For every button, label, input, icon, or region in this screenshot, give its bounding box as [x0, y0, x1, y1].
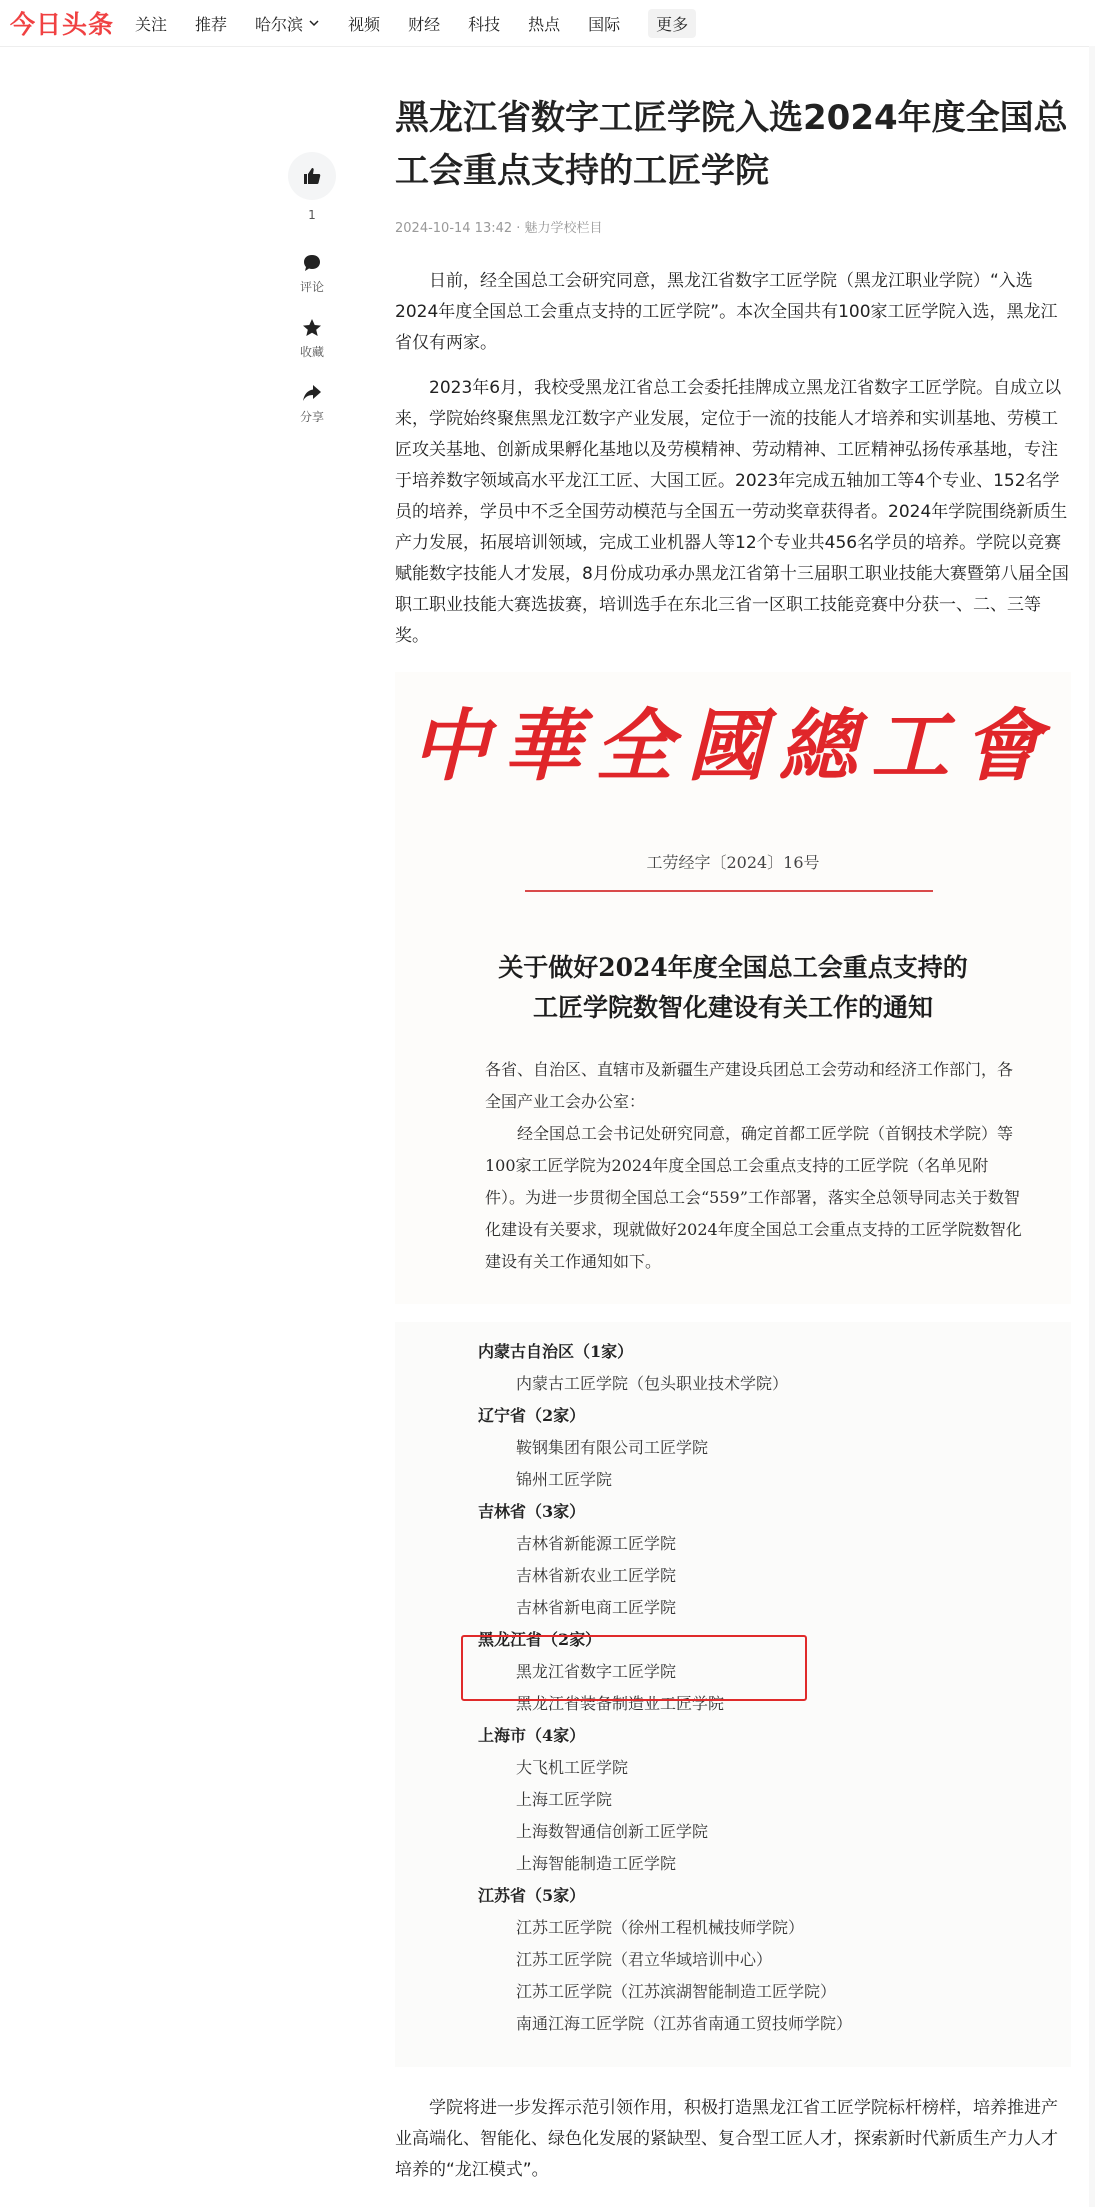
notice-document-image[interactable]: [395, 672, 1071, 1304]
province-heading: 吉林省（3家）: [478, 1502, 586, 1521]
nav-video-label: 视频: [348, 14, 381, 34]
toutiao-logo[interactable]: 今日头条: [10, 10, 115, 39]
school-item: 鞍钢集团有限公司工匠学院: [516, 1438, 709, 1457]
nav-recommend[interactable]: [195, 12, 227, 35]
notice-text: 经全国总工会书记处研究同意，确定首都工匠学院（首钢技术学院）等100家工匠学院为2024年度全国总工会重点支持的工匠学院（名单见附件）。为进一步贯彻全国总工会“559”工作部署，落实全总领导同志关于数智化建设有关要求，现就做好2024年度全国总工会重点支持的工匠学院数智化建设有关工作通知如下。: [485, 1124, 1022, 1271]
letterhead-divider: [525, 890, 933, 892]
nav-tech[interactable]: [468, 12, 500, 35]
school-item: 上海智能制造工匠学院: [516, 1854, 677, 1873]
province-heading: 上海市（4家）: [478, 1726, 586, 1745]
school-item: 江苏工匠学院（徐州工程机械技师学院）: [516, 1918, 805, 1937]
nav-city-label: 哈尔滨: [255, 14, 304, 34]
comment-button[interactable]: [288, 252, 336, 295]
school-item: 上海工匠学院: [516, 1790, 613, 1809]
nav-more-button[interactable]: [648, 9, 696, 38]
school-item: 江苏工匠学院（君立华域培训中心）: [516, 1950, 773, 1969]
document-number: 工劳经字〔2024〕16号: [646, 853, 820, 872]
top-nav-bar: [0, 0, 1095, 47]
action-rail: [288, 152, 336, 425]
article-title: 黑龙江省数字工匠学院入选2024年度全国总工会重点支持的工匠学院: [395, 98, 1068, 191]
province-heading: 江苏省（5家）: [478, 1886, 586, 1905]
channel-nav: [135, 0, 696, 46]
notice-title-line-1: 关于做好2024年度全国总工会重点支持的: [498, 953, 968, 982]
article-paragraph-2: 2023年6月，我校受黑龙江省总工会委托挂牌成立黑龙江省数字工匠学院。自成立以来，学院始终聚焦黑龙江数字产业发展，定位于一流的技能人才培养和实训基地、劳模工匠攻关基地、创新成果孵化基地以及劳模精神、劳动精神、工匠精神弘扬传承基地，专注于培养数字领域高水平龙江工匠、大国工匠。2023年完成五轴加工等4个专业、152名学员的培养，学员中不乏全国劳动模范与全国五一劳动奖章获得者。2024年学院围绕新质生产力发展，拓展培训领域，完成工业机器人等12个专业共456名学员的培养。学院以竞赛赋能数字技能人才发展，8月份成功承办黑龙江省第十三届职工职业技能大赛暨第八届全国职工职业技能大赛选拔赛，培训选手在东北三省一区职工技能竞赛中分获一、二、三等奖。: [395, 378, 1069, 646]
article-paragraph-1: 日前，经全国总工会研究同意，黑龙江省数字工匠学院（黑龙江职业学院）“入选2024年度全国总工会重点支持的工匠学院”。本次全国共有100家工匠学院入选，黑龙江省仅有两家。: [395, 271, 1058, 353]
article-closing-paragraph: 学院将进一步发挥示范引领作用，积极打造黑龙江省工匠学院标杆榜样，培养推进产业高端化、智能化、绿色化发展的紧缺型、复合型工匠人才，探索新时代新质生产力人才培养的“龙江模式”。: [395, 2098, 1058, 2180]
comment-icon: [301, 252, 323, 274]
share-icon: [301, 382, 323, 404]
chevron-down-icon: [308, 17, 320, 29]
nav-city-dropdown[interactable]: [255, 12, 320, 35]
scrollbar-track[interactable]: [1089, 46, 1095, 2207]
school-item: 江苏工匠学院（江苏滨湖智能制造工匠学院）: [516, 1982, 837, 2001]
heilongjiang-highlight-box: [461, 1635, 807, 1701]
thumbs-up-icon: [302, 166, 322, 186]
nav-finance-label: 财经: [408, 14, 441, 34]
school-item: 吉林省新能源工匠学院: [516, 1534, 677, 1553]
collect-label: 收藏: [299, 345, 324, 359]
nav-video[interactable]: [348, 12, 380, 35]
like-count: 1: [308, 208, 316, 222]
school-list-image[interactable]: [395, 1322, 1071, 2067]
notice-title-line-2: 工匠学院数智化建设有关工作的通知: [532, 993, 933, 1022]
nav-follow-label: 关注: [135, 14, 168, 34]
school-item: 锦州工匠学院: [516, 1470, 613, 1489]
nav-international-label: 国际: [588, 14, 621, 34]
acftu-letterhead: 中華全國總工會: [410, 701, 1055, 792]
school-item: 上海数智通信创新工匠学院: [516, 1822, 709, 1841]
nav-more-label: 更多: [656, 14, 689, 34]
nav-tech-label: 科技: [468, 14, 501, 34]
nav-hot-label: 热点: [528, 14, 561, 34]
article: [395, 92, 1071, 2186]
star-icon: [301, 317, 323, 339]
province-heading: 黑龙江省（2家）: [478, 1630, 602, 1649]
nav-international[interactable]: [588, 12, 620, 35]
nav-recommend-label: 推荐: [195, 14, 228, 34]
article-meta: 2024-10-14 13:42 · 魅力学校栏目: [395, 221, 603, 236]
notice-title: [395, 948, 1071, 1028]
school-item: 黑龙江省装备制造业工匠学院: [516, 1694, 725, 1713]
province-heading: 内蒙古自治区（1家）: [478, 1342, 634, 1361]
collect-button[interactable]: [288, 317, 336, 360]
notice-body: [485, 1054, 1025, 1278]
school-item: 黑龙江省数字工匠学院: [516, 1662, 677, 1681]
school-item: 南通江海工匠学院（江苏省南通工贸技师学院）: [516, 2014, 853, 2033]
school-item: 内蒙古工匠学院（包头职业技术学院）: [516, 1374, 789, 1393]
province-heading: 辽宁省（2家）: [478, 1406, 586, 1425]
school-item: 吉林省新电商工匠学院: [516, 1598, 677, 1617]
school-item: 吉林省新农业工匠学院: [516, 1566, 677, 1585]
school-item: 大飞机工匠学院: [516, 1758, 629, 1777]
comment-label: 评论: [299, 280, 324, 294]
nav-hot[interactable]: [528, 12, 560, 35]
notice-salutation: 各省、自治区、直辖市及新疆生产建设兵团总工会劳动和经济工作部门，各全国产业工会办公室：: [485, 1060, 1014, 1111]
nav-finance[interactable]: [408, 12, 440, 35]
share-button[interactable]: [288, 382, 336, 425]
share-label: 分享: [299, 410, 324, 424]
like-button[interactable]: [288, 152, 336, 200]
nav-follow[interactable]: [135, 12, 167, 35]
